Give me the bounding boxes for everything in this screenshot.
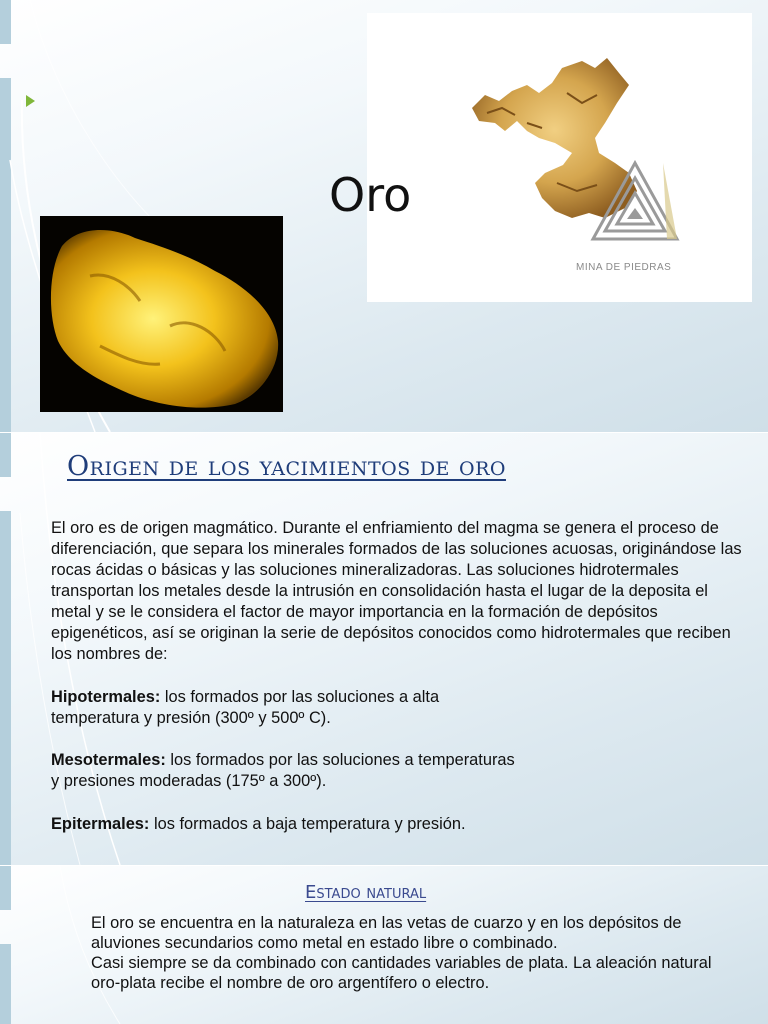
term-label: Hipotermales:: [51, 688, 161, 706]
gold-nugget-photo: [367, 13, 752, 302]
term-label: Epitermales:: [51, 815, 150, 833]
accent-bar: [0, 433, 11, 477]
accent-bar: [0, 866, 11, 910]
term-description: temperatura y presión (300º y 500º C).: [51, 709, 331, 727]
intro-paragraph: El oro es de origen magmático. Durante el enfriamiento del magma se genera el proceso de diferenciación, que separa los minerales formados de las soluciones acuosas, originándose las rocas ácidas o básicas y las soluciones mineralizadoras. Las soluciones hidrotermales transportan los metales desde la intrusión en consolidación hasta el lugar de la deposita el metal y se le considera el factor de mayor importancia en la formación de depósitos epigenéticos, así se originan la serie de depósitos conocidos como hidrotermales que reciben los nombres de:: [51, 519, 742, 663]
term-description: los formados a baja temperatura y presión.: [149, 815, 466, 833]
list-item: [51, 814, 751, 835]
accent-bar: [0, 511, 11, 865]
paragraph-line: Casi siempre se da combinado con cantidades variables de plata. La aleación natural oro-plata recibe el nombre de oro argentífero o electro.: [91, 954, 712, 992]
accent-bar: [0, 944, 11, 1024]
body-paragraph: [91, 913, 731, 993]
term-description: los formados por las soluciones a temperaturas: [165, 751, 515, 769]
term-description: y presiones moderadas (175º a 300º).: [51, 772, 327, 790]
list-item: [51, 687, 751, 729]
slide-oro: [0, 0, 768, 432]
slide-estado-natural: [0, 866, 768, 1024]
term-label: Mesotermales:: [51, 751, 166, 769]
accent-bar: [0, 0, 11, 44]
gold-nugget-dark-photo: [40, 216, 283, 412]
section-heading: Origen de los yacimientos de oro: [67, 451, 506, 482]
arrow-bullet-icon: [26, 95, 35, 107]
paragraph-line: El oro se encuentra en la naturaleza en las vetas de cuarzo y en los depósitos de aluviones secundarios como metal en estado libre o combinado.: [91, 914, 682, 952]
slide-origen: [0, 433, 768, 865]
accent-bar: [0, 78, 11, 432]
section-heading: Estado natural: [305, 882, 427, 903]
term-description: los formados por las soluciones a alta: [160, 688, 440, 706]
logo-text: MINA DE PIEDRAS: [576, 262, 672, 273]
page-title: Oro: [329, 168, 412, 222]
list-item: [51, 750, 751, 792]
